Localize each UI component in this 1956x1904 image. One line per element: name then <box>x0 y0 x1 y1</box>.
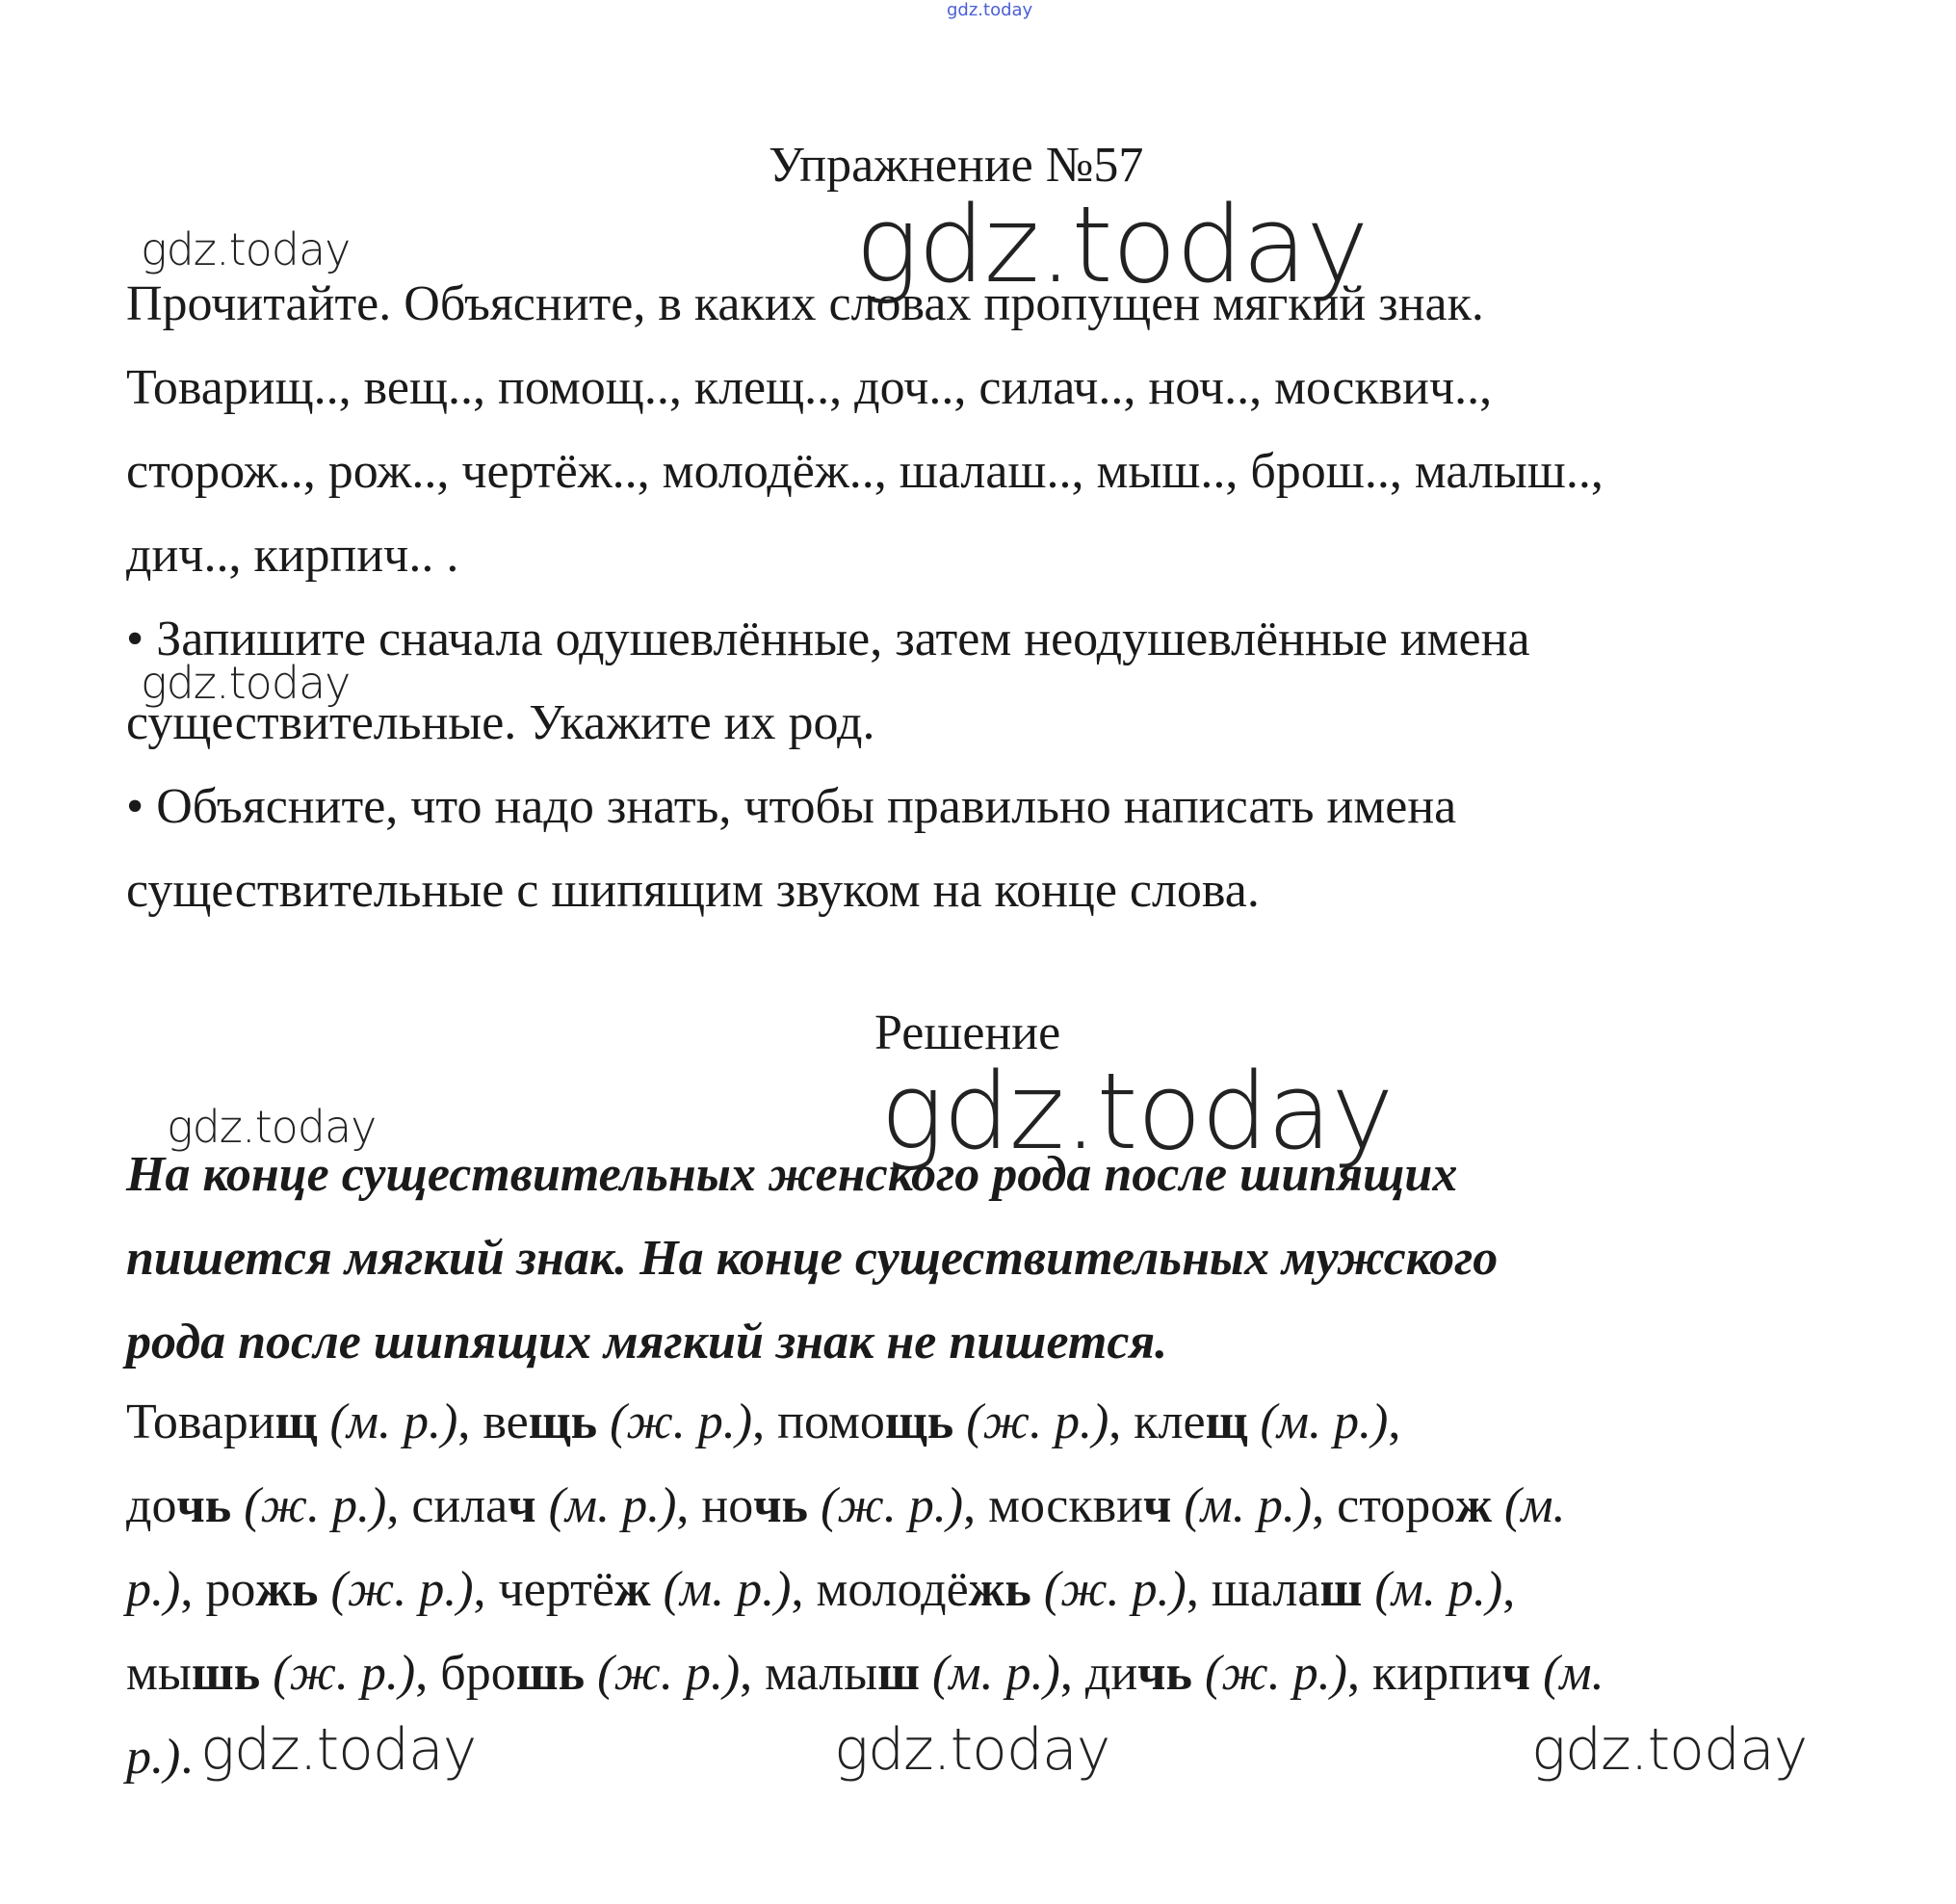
rule-line-2: пишется мягкий знак. На конце существительных мужского <box>126 1231 1499 1286</box>
task-line-7: • Объясните, что надо знать, чтобы правильно написать имена <box>126 779 1457 834</box>
answer-line-1: Товарищ (м. р.), вещь (ж. р.), помощь (ж. р.), клещ (м. р.), <box>126 1395 1401 1449</box>
watermark-small-top: gdz.today <box>141 223 351 275</box>
watermark-bottom-right: gdz.today <box>1531 1716 1808 1784</box>
rule-line-1: На конце существительных женского рода после шипящих <box>126 1147 1458 1202</box>
watermark-small-solution: gdz.today <box>167 1101 377 1153</box>
answer-line-3: р.), рожь (ж. р.), чертёж (м. р.), молодёжь (ж. р.), шалаш (м. р.), <box>126 1562 1516 1617</box>
task-line-8: существительные с шипящим звуком на конце слова. <box>126 863 1260 918</box>
task-line-6: существительные. Укажите их род. <box>126 695 875 750</box>
answer-line-2: дочь (ж. р.), силач (м. р.), ночь (ж. р.), москвич (м. р.), сторож (м. <box>126 1478 1566 1533</box>
answer-line-5: р.). <box>126 1730 194 1785</box>
exercise-title: Упражнение №57 <box>769 138 1144 193</box>
answer-line-4: мышь (ж. р.), брошь (ж. р.), малыш (м. р.), дичь (ж. р.), кирпич (м. <box>126 1646 1604 1701</box>
watermark-small-middle: gdz.today <box>141 657 351 709</box>
task-line-4: дич.., кирпич.. . <box>126 528 459 583</box>
watermark-bottom-center: gdz.today <box>834 1716 1110 1784</box>
task-line-5: • Запишите сначала одушевлённые, затем неодушевлённые имена <box>126 612 1530 666</box>
site-link[interactable]: gdz.today <box>947 0 1033 20</box>
task-line-1: Прочитайте. Объясните, в каких словах пропущен мягкий знак. <box>126 276 1484 331</box>
task-line-3: сторож.., рож.., чертёж.., молодёж.., шалаш.., мыш.., брош.., малыш.., <box>126 444 1604 499</box>
rule-line-3: рода после шипящих мягкий знак не пишется. <box>126 1315 1168 1369</box>
task-line-2: Товарищ.., вещ.., помощ.., клещ.., доч.., силач.., ноч.., москвич.., <box>126 360 1493 415</box>
watermark-large-top: gdz.today <box>855 183 1369 306</box>
watermark-bottom-left: gdz.today <box>200 1716 477 1784</box>
watermark-large-solution: gdz.today <box>880 1050 1394 1173</box>
solution-title: Решение <box>874 1005 1061 1060</box>
